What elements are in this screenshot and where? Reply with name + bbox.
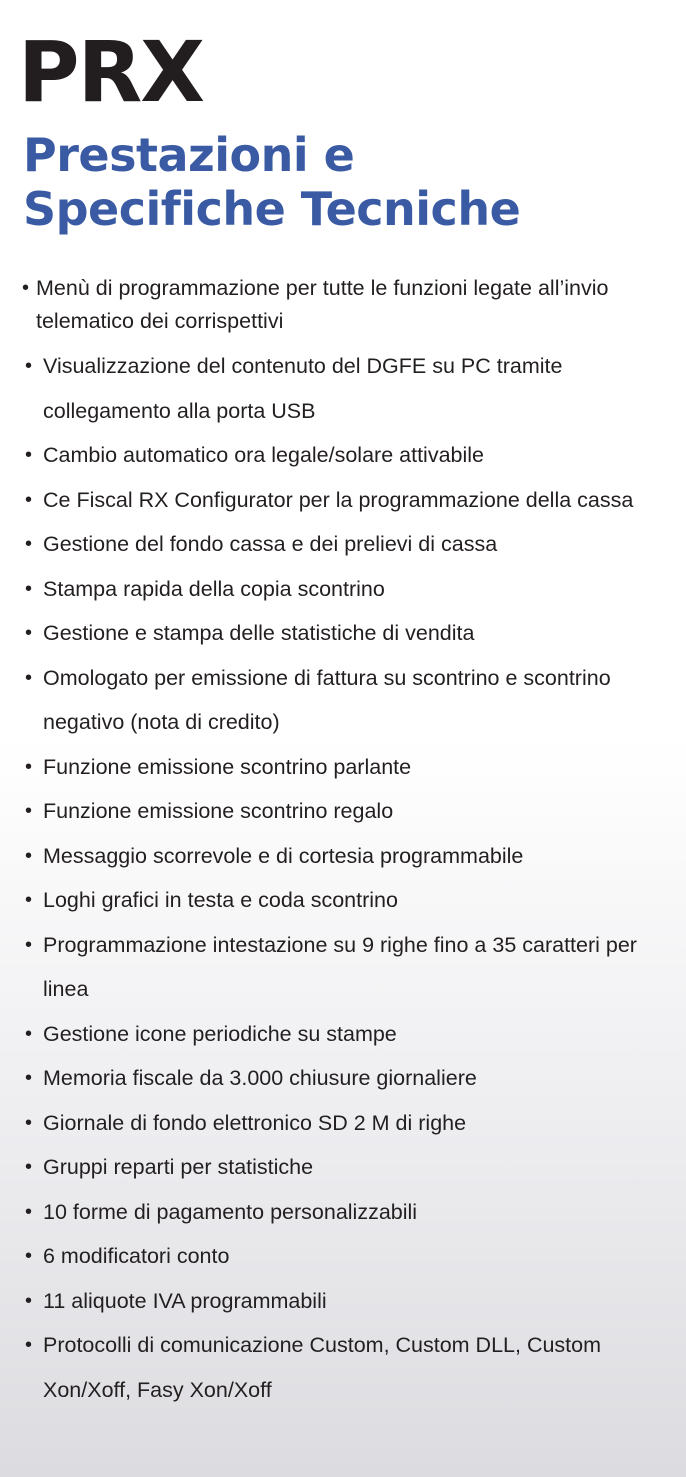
feature-text: Menù di programmazione per tutte le funzioni legate all’invio telematico dei corrispettivi <box>36 276 609 333</box>
feature-text: Messaggio scorrevole e di cortesia programmabile <box>43 843 524 868</box>
bullet-icon: • <box>25 889 33 911</box>
feature-item <box>22 1012 662 1057</box>
feature-text: Memoria fiscale da 3.000 chiusure giornaliere <box>43 1066 477 1090</box>
section-title <box>23 128 520 236</box>
feature-item <box>22 567 662 612</box>
bullet-icon: • <box>25 533 33 555</box>
section-title-line-1: Prestazioni e <box>23 128 355 182</box>
feature-item <box>22 1056 662 1101</box>
feature-item <box>22 478 662 523</box>
feature-item <box>22 789 662 834</box>
product-title: PRX <box>18 23 204 121</box>
bullet-icon: • <box>25 1022 33 1045</box>
bullet-icon: • <box>25 1245 33 1267</box>
feature-text: Loghi grafici in testa e coda scontrino <box>43 888 398 912</box>
feature-text: Giornale di fondo elettronico SD 2 M di righe <box>43 1110 467 1135</box>
bullet-icon: • <box>25 1067 33 1089</box>
bullet-icon: • <box>25 444 33 466</box>
feature-item <box>22 1323 662 1412</box>
bullet-icon: • <box>25 1334 33 1356</box>
feature-item <box>22 834 662 879</box>
bullet-icon: • <box>22 277 30 299</box>
bullet-icon: • <box>25 1289 33 1312</box>
feature-item <box>22 522 662 567</box>
feature-item <box>22 433 662 478</box>
feature-item <box>22 745 662 790</box>
feature-text: Gestione e stampa delle statistiche di vendita <box>43 621 475 645</box>
section-title-line-2: Specifiche Tecniche <box>23 182 521 236</box>
feature-item <box>22 272 662 338</box>
bullet-icon: • <box>25 755 33 778</box>
feature-item <box>22 1101 662 1146</box>
feature-item <box>22 923 662 1012</box>
bullet-icon: • <box>25 577 33 600</box>
feature-item <box>22 656 662 745</box>
feature-item <box>22 1190 662 1235</box>
feature-item <box>22 611 662 656</box>
bullet-icon: • <box>25 800 33 822</box>
bullet-icon: • <box>25 933 33 956</box>
feature-text: Omologato per emissione di fattura su scontrino e scontrino negativo (nota di credito) <box>43 665 611 734</box>
feature-text: 10 forme di pagamento personalizzabili <box>43 1199 418 1224</box>
feature-text: 11 aliquote IVA programmabili <box>43 1288 327 1313</box>
bullet-icon: • <box>25 666 33 689</box>
bullet-icon: • <box>25 355 33 377</box>
feature-text: Gestione icone periodiche su stampe <box>43 1021 397 1046</box>
feature-text: Funzione emissione scontrino parlante <box>43 754 412 779</box>
feature-text: Gruppi reparti per statistiche <box>43 1155 314 1179</box>
bullet-icon: • <box>25 1200 33 1223</box>
feature-item <box>22 1234 662 1279</box>
bullet-icon: • <box>25 622 33 644</box>
feature-text: Gestione del fondo cassa e dei prelievi di cassa <box>43 532 498 556</box>
feature-item <box>22 878 662 923</box>
bullet-icon: • <box>25 1111 33 1134</box>
feature-text: Ce Fiscal RX Configurator per la programmazione della cassa <box>43 487 634 512</box>
feature-text: Protocolli di comunicazione Custom, Custom DLL, Custom Xon/Xoff, Fasy Xon/Xoff <box>43 1333 602 1402</box>
bullet-icon: • <box>25 844 33 867</box>
feature-text: Cambio automatico ora legale/solare attivabile <box>43 443 484 467</box>
feature-text: Programmazione intestazione su 9 righe fino a 35 caratteri per linea <box>43 932 637 1001</box>
feature-list <box>22 272 662 1412</box>
feature-item <box>22 1145 662 1190</box>
feature-item <box>22 344 662 433</box>
bullet-icon: • <box>25 488 33 511</box>
bullet-icon: • <box>25 1156 33 1178</box>
feature-text: Visualizzazione del contenuto del DGFE su PC tramite collegamento alla porta USB <box>43 354 563 423</box>
feature-text: Funzione emissione scontrino regalo <box>43 799 394 823</box>
feature-item <box>22 1279 662 1324</box>
feature-text: Stampa rapida della copia scontrino <box>43 576 385 601</box>
feature-text: 6 modificatori conto <box>43 1244 230 1268</box>
